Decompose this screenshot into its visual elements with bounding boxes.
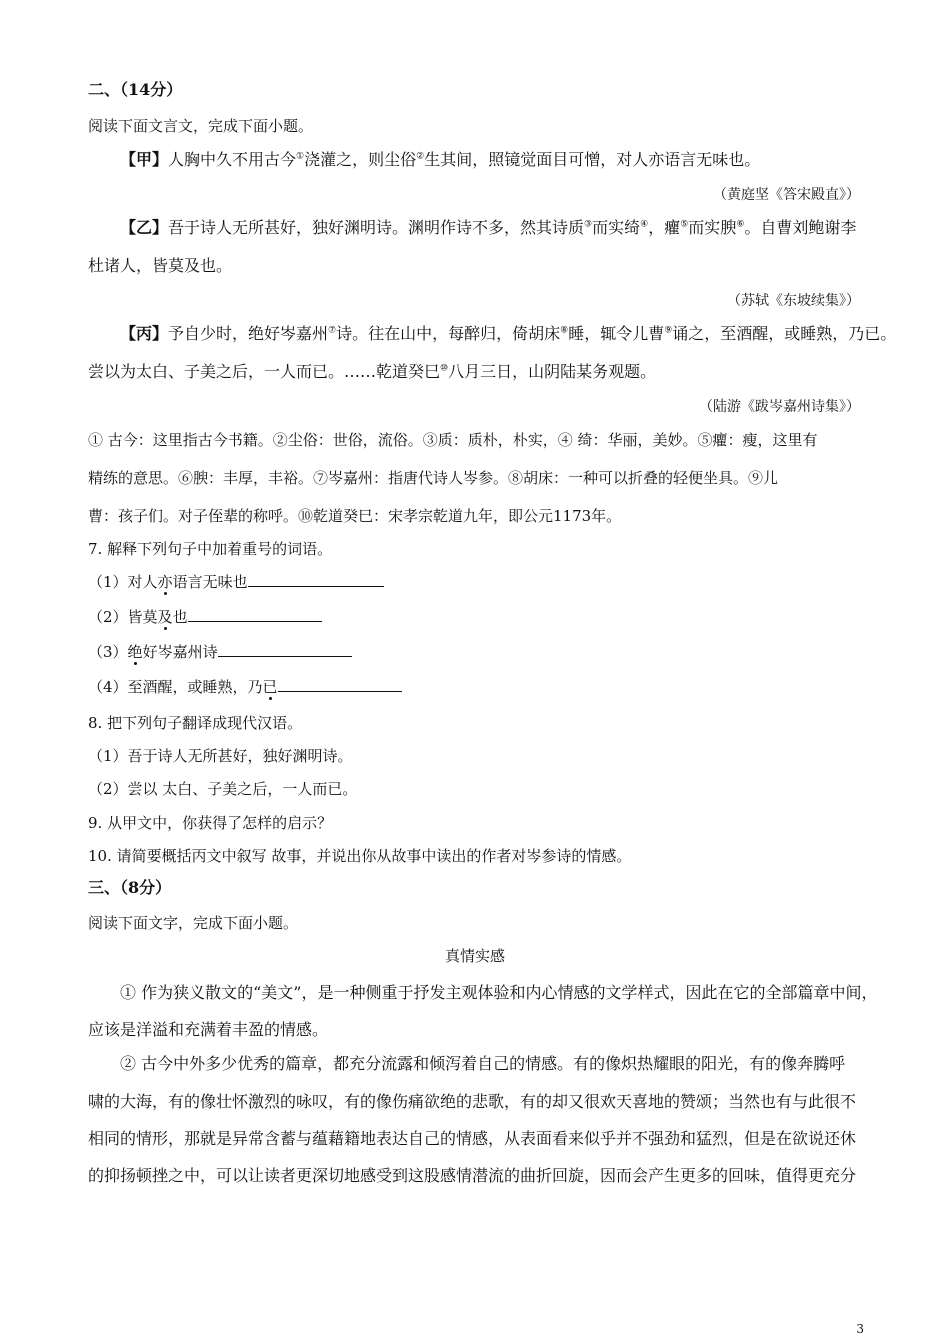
passage-yi-text: 吾于诗人无所甚好，独好渊明诗。渊明作诗不多，然其诗质: [168, 218, 585, 237]
footnote-ref: ⑤: [680, 219, 689, 230]
passage-jia-text: 人胸中久不用古今: [168, 150, 297, 169]
question-8-item-2: （2）尝以 太白、子美之后，一人而已。: [88, 780, 358, 798]
passage-yi-text: 而实绮: [592, 218, 641, 237]
section-2-instruction: 阅读下面文言文，完成下面小题。: [88, 117, 314, 135]
item-text: （3）: [88, 643, 128, 661]
passage-bing: [120, 324, 896, 344]
passage-bing-mark: 【丙】: [120, 324, 169, 343]
answer-blank[interactable]: [278, 677, 402, 692]
question-8-item-1: （1）吾于诗人无所甚好，独好渊明诗。: [88, 747, 353, 765]
emphasized-word: 及: [157, 608, 173, 626]
item-text: 好岑嘉州诗: [142, 643, 218, 661]
answer-blank[interactable]: [188, 607, 322, 622]
question-7-item-2: [88, 607, 322, 627]
page-number: 3: [856, 1322, 864, 1336]
question-9: 9. 从甲文中，你获得了怎样的启示？: [88, 814, 333, 832]
passage-jia-mark: 【甲】: [120, 150, 169, 169]
passage-bing-text: 睡，辄令儿曹: [568, 324, 665, 343]
footnote-line: 曹：孩子们。对子侄辈的称呼。⑩乾道癸巳：宋孝宗乾道九年，即公元1173年。: [88, 507, 622, 525]
footnote-ref: ⑧: [560, 325, 569, 336]
section-3-instruction: 阅读下面文字，完成下面小题。: [88, 914, 299, 932]
footnote-ref: ④: [640, 219, 649, 230]
item-text: 语言无味也: [172, 573, 248, 591]
passage-yi-source: （苏轼《东坡续集》）: [727, 293, 860, 309]
question-10: 10. 请简要概括丙文中叙写 故事，并说出你从故事中读出的作者对岑参诗的情感。: [88, 847, 632, 865]
footnote-ref: ①: [296, 151, 305, 162]
emphasized-word: 亦: [157, 573, 173, 591]
passage-jia-text: 浇灌之，则尘俗: [304, 150, 417, 169]
passage-yi: [120, 218, 856, 238]
paragraph-1-line: 应该是洋溢和充满着丰盈的情感。: [88, 1020, 329, 1039]
paragraph-2-line: 相同的情形，那就是异常含蓄与蕴藉籍地表达自己的情感，从表面看来似乎并不强劲和猛烈，但是在欲说还休: [88, 1129, 857, 1148]
passage-jia-text: 生其间，照镜觉面目可憎，对人亦语言无味也。: [424, 150, 761, 169]
paragraph-2-line: ② 古今中外多少优秀的篇章，都充分流露和倾泻着自己的情感。有的像炽热耀眼的阳光，有的像奔腾呼: [120, 1054, 846, 1073]
passage-bing-text: 诗。往在山中，每醉归，倚胡床: [336, 324, 561, 343]
passage-bing-text: 予自少时，绝好岑嘉州: [168, 324, 329, 343]
paragraph-2-line: 的抑扬顿挫之中，可以让读者更深切地感受到这股感情潜流的曲折回旋，因而会产生更多的回味，值得更充分: [88, 1166, 857, 1185]
item-text: （4）至酒醒，或睡熟，乃: [88, 678, 263, 696]
passage-bing-text: 八月三日，山阴陆某务观题。: [448, 362, 657, 381]
answer-blank[interactable]: [248, 572, 384, 587]
item-text: （1）对人: [88, 573, 158, 591]
footnote-line: 精练的意思。⑥腴：丰厚，丰裕。⑦岑嘉州：指唐代诗人岑参。⑧胡床：一种可以折叠的轻便坐具。⑨儿: [88, 469, 779, 487]
passage-jia: [120, 150, 760, 170]
section-3-heading: 三、（8分）: [88, 878, 172, 897]
question-7-stem: 7. 解释下列句子中加着重号的词语。: [88, 540, 333, 558]
passage-bing-line2: [88, 362, 656, 382]
answer-blank[interactable]: [218, 642, 352, 657]
section-2-heading: 二、（14分）: [88, 80, 183, 99]
footnote-ref: ⑥: [736, 219, 745, 230]
item-text: （2）皆莫: [88, 608, 158, 626]
footnote-ref: ⑦: [328, 325, 337, 336]
passage-yi-text: 而实腴: [688, 218, 737, 237]
question-7-item-1: [88, 572, 384, 592]
emphasized-word: 绝: [127, 643, 143, 661]
passage-bing-text: 诵之，至酒醒，或睡熟，乃已。: [672, 324, 897, 343]
passage-jia-source: （黄庭坚《答宋殿直》）: [713, 187, 860, 203]
passage-yi-text: ，癯: [648, 218, 681, 237]
passage-bing-source: （陆游《跋岑嘉州诗集》）: [699, 399, 860, 415]
footnote-ref: ③: [584, 219, 593, 230]
paragraph-2-line: 啸的大海，有的像壮怀激烈的咏叹，有的像伤痛欲绝的悲歌，有的却又很欢天喜地的赞颂；当然也有与此很不: [88, 1092, 857, 1111]
emphasized-word: 已: [262, 678, 278, 696]
footnote-line: ① 古今：这里指古今书籍。②尘俗：世俗，流俗。③质：质朴，朴实，④ 绮：华丽，美妙。⑤癯：瘦，这里有: [88, 431, 818, 449]
passage-yi-line2: 杜诸人，皆莫及也。: [88, 256, 233, 275]
footnote-ref: ⑩: [440, 363, 449, 374]
article-title: 真情实感: [444, 947, 505, 965]
question-7-item-3: [88, 642, 352, 662]
question-7-item-4: [88, 677, 402, 697]
paragraph-1-line: ① 作为狭义散文的“美文”，是一种侧重于抒发主观体验和内心情感的文学样式，因此在它的全部篇章中间，: [120, 983, 878, 1002]
item-text: 也: [172, 608, 188, 626]
passage-bing-text: 尝以为太白、子美之后，一人而已。……乾道癸巳: [88, 362, 441, 381]
footnote-ref: ②: [416, 151, 425, 162]
footnote-ref: ⑨: [664, 325, 673, 336]
passage-yi-mark: 【乙】: [120, 218, 169, 237]
question-8-stem: 8. 把下列句子翻译成现代汉语。: [88, 714, 303, 732]
passage-yi-text: 。自曹刘鲍谢李: [744, 218, 857, 237]
